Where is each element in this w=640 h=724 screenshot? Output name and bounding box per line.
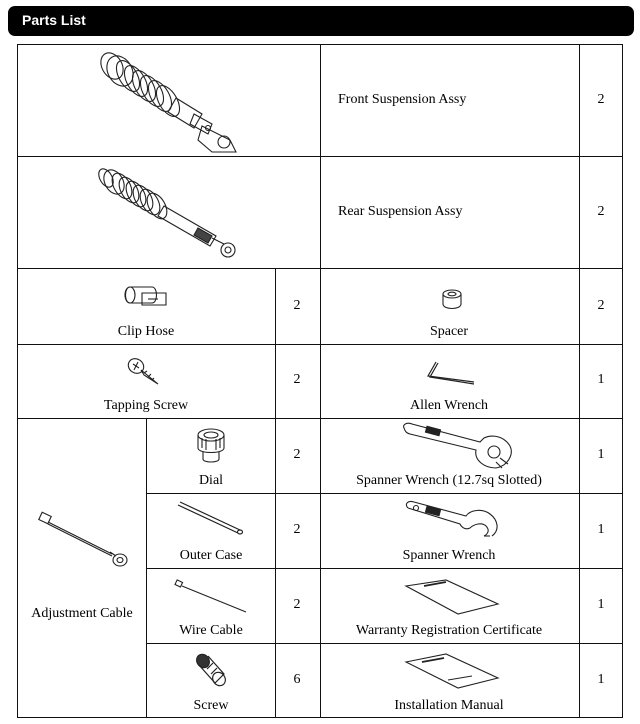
manual-icon bbox=[402, 652, 500, 690]
rear-suspension-icon bbox=[94, 164, 244, 260]
part-name-front-suspension: Front Suspension Assy bbox=[338, 92, 467, 107]
part-qty-spanner-slotted: 1 bbox=[597, 447, 605, 462]
certificate-icon bbox=[402, 578, 500, 616]
spacer-icon bbox=[440, 288, 464, 312]
part-name-rear-suspension: Rear Suspension Assy bbox=[338, 204, 463, 219]
dial-icon bbox=[194, 426, 228, 464]
part-qty-screw: 6 bbox=[293, 672, 301, 687]
adjustment-cable-icon bbox=[38, 510, 130, 570]
part-qty-allen-wrench: 1 bbox=[597, 372, 605, 387]
part-qty-clip-hose: 2 bbox=[293, 298, 301, 313]
tapping-screw-icon bbox=[126, 356, 166, 388]
part-name-clip-hose: Clip Hose bbox=[117, 324, 175, 339]
part-qty-warranty: 1 bbox=[597, 597, 605, 612]
part-qty-spanner: 1 bbox=[597, 522, 605, 537]
part-name-spanner: Spanner Wrench bbox=[402, 548, 496, 563]
screw-icon bbox=[194, 652, 228, 688]
part-name-dial: Dial bbox=[198, 473, 224, 488]
part-qty-spacer: 2 bbox=[597, 298, 605, 313]
part-name-allen-wrench: Allen Wrench bbox=[409, 398, 489, 413]
part-name-wire-cable: Wire Cable bbox=[179, 623, 243, 638]
part-name-adjustment-cable: Adjustment Cable bbox=[31, 606, 133, 621]
spanner-wrench-icon bbox=[402, 500, 502, 540]
part-qty-front-suspension: 2 bbox=[597, 92, 605, 107]
wire-cable-icon bbox=[174, 578, 250, 616]
part-name-spanner-slotted: Spanner Wrench (12.7sq Slotted) bbox=[356, 473, 542, 488]
part-qty-dial: 2 bbox=[293, 447, 301, 462]
clip-hose-icon bbox=[122, 283, 170, 313]
part-qty-rear-suspension: 2 bbox=[597, 204, 605, 219]
part-qty-manual: 1 bbox=[597, 672, 605, 687]
part-name-outer-case: Outer Case bbox=[179, 548, 243, 563]
allen-wrench-icon bbox=[424, 360, 480, 386]
part-name-tapping-screw: Tapping Screw bbox=[103, 398, 189, 413]
page-title: Parts List bbox=[22, 12, 86, 28]
part-qty-wire-cable: 2 bbox=[293, 597, 301, 612]
part-name-warranty: Warranty Registration Certificate bbox=[355, 623, 543, 638]
part-qty-outer-case: 2 bbox=[293, 522, 301, 537]
outer-case-icon bbox=[176, 500, 246, 540]
part-name-spacer: Spacer bbox=[429, 324, 469, 339]
part-name-screw: Screw bbox=[193, 698, 229, 713]
front-suspension-icon bbox=[90, 44, 250, 156]
part-qty-tapping-screw: 2 bbox=[293, 372, 301, 387]
part-name-manual: Installation Manual bbox=[394, 698, 504, 713]
slotted-spanner-wrench-icon bbox=[400, 422, 516, 470]
